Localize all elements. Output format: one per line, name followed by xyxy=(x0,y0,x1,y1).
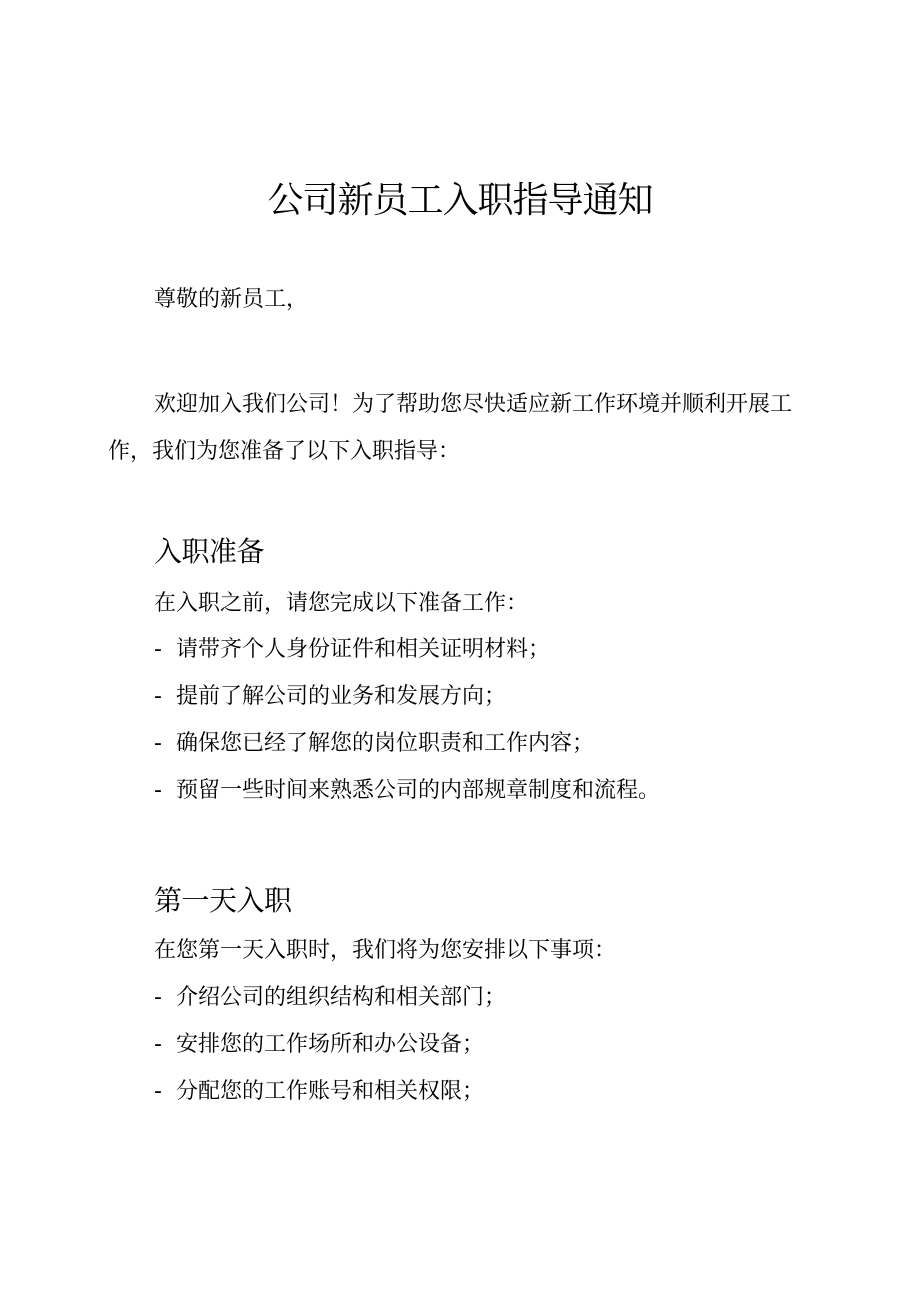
list-item xyxy=(154,983,506,1013)
intro-paragraph: 欢迎加入我们公司！为了帮助您尽快适应新工作环境并顺利开展工作，我们为您准备了以下入职指导： xyxy=(108,392,793,464)
first-day-list xyxy=(154,983,506,1124)
list-item xyxy=(154,1077,506,1107)
list-item-text: 请带齐个人身份证件和相关证明材料； xyxy=(176,637,551,662)
bullet-dash: - xyxy=(154,1032,162,1057)
bullet-dash: - xyxy=(154,985,162,1010)
bullet-dash: - xyxy=(154,684,162,709)
list-item xyxy=(154,1030,506,1060)
list-item-text: 介绍公司的组织结构和相关部门； xyxy=(176,985,507,1010)
list-item xyxy=(154,635,660,665)
bullet-dash: - xyxy=(154,731,162,756)
list-item xyxy=(154,776,660,806)
section-heading-first-day: 第一天入职 xyxy=(154,884,292,917)
list-item-text: 提前了解公司的业务和发展方向； xyxy=(176,684,507,709)
document-title: 公司新员工入职指导通知 xyxy=(267,180,653,221)
list-item-text: 预留一些时间来熟悉公司的内部规章制度和流程。 xyxy=(176,778,661,803)
bullet-dash: - xyxy=(154,778,162,803)
list-item xyxy=(154,682,660,712)
prep-list xyxy=(154,635,660,823)
list-item xyxy=(154,729,660,759)
salutation: 尊敬的新员工， xyxy=(154,287,309,312)
section-lead-first-day: 在您第一天入职时，我们将为您安排以下事项： xyxy=(154,938,617,963)
list-item-text: 安排您的工作场所和办公设备； xyxy=(176,1032,485,1057)
section-heading-onboarding-prep: 入职准备 xyxy=(154,535,265,568)
bullet-dash: - xyxy=(154,1079,162,1104)
list-item-text: 分配您的工作账号和相关权限； xyxy=(176,1079,485,1104)
list-item-text: 确保您已经了解您的岗位职责和工作内容； xyxy=(176,731,595,756)
section-lead-onboarding-prep: 在入职之前，请您完成以下准备工作： xyxy=(154,591,529,616)
bullet-dash: - xyxy=(154,637,162,662)
